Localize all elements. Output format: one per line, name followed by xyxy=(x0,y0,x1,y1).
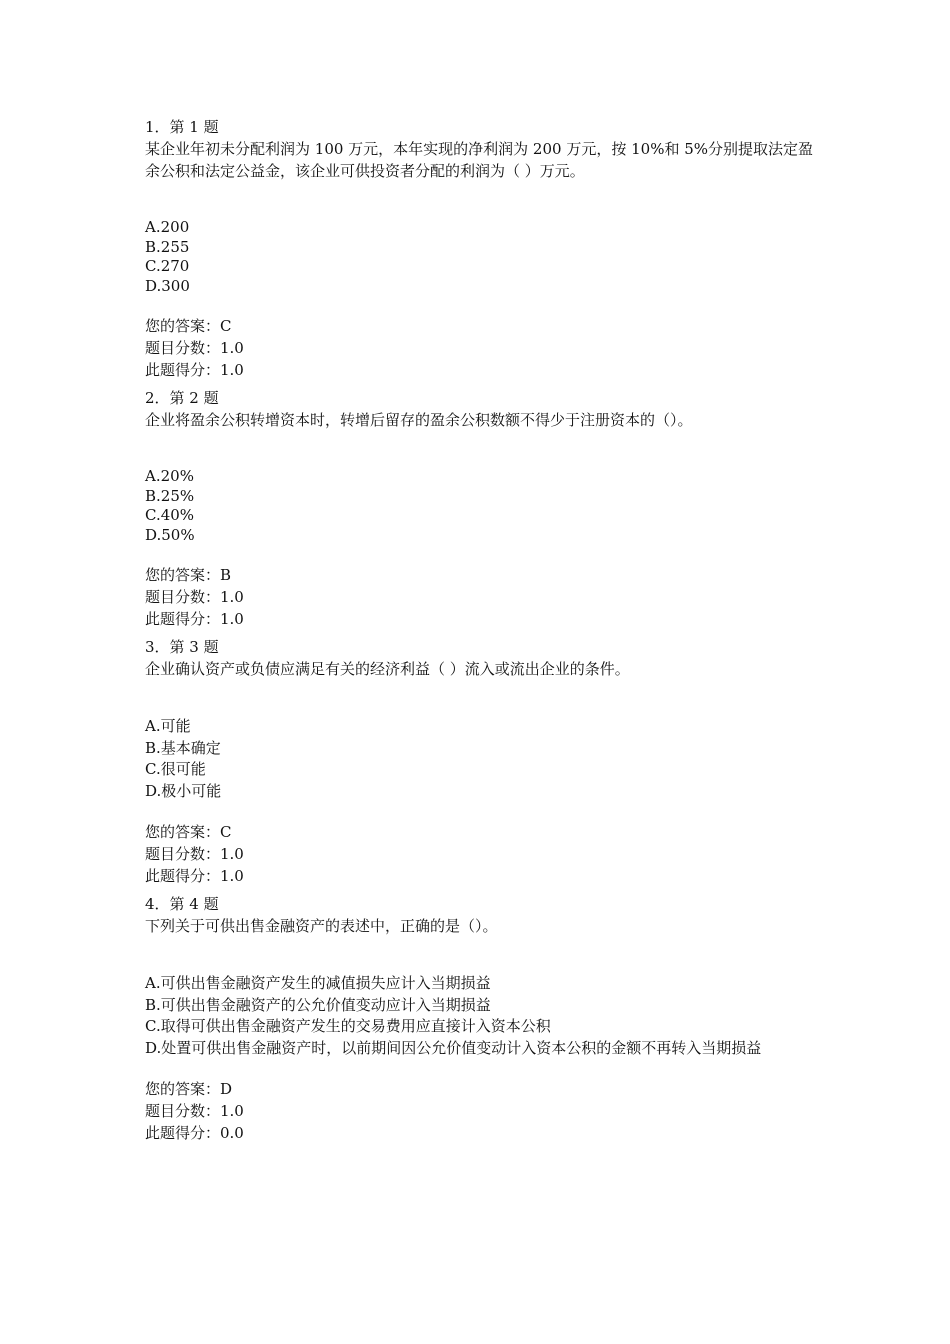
option-b: B.基本确定 xyxy=(145,738,221,757)
option-c: C.很可能 xyxy=(145,760,206,778)
option-b: B.255 xyxy=(145,237,190,256)
question-stem: 企业将盈余公积转增资本时，转增后留存的盈余公积数额不得少于注册资本的（）。 xyxy=(145,411,693,429)
option-a: A.可能 xyxy=(145,717,191,735)
option-c: C.40% xyxy=(145,506,195,524)
option-a: A.可供出售金融资产发生的减值损失应计入当期损益 xyxy=(145,974,491,992)
question-2 xyxy=(145,388,815,630)
question-score: 题目分数：1.0 xyxy=(145,845,244,863)
earned-score: 此题得分：0.0 xyxy=(145,1124,244,1142)
question-score: 题目分数：1.0 xyxy=(145,339,244,357)
question-score: 题目分数：1.0 xyxy=(145,588,244,606)
question-stem: 某企业年初未分配利润为 100 万元，本年实现的净利润为 200 万元，按 10%和 5%分别提取法定盈余公积和法定公益金，该企业可供投资者分配的利润为（ ）万元。 xyxy=(145,140,814,180)
option-d: D.300 xyxy=(145,276,190,295)
option-c: C.取得可供出售金融资产发生的交易费用应直接计入资本公积 xyxy=(145,1017,551,1035)
question-3 xyxy=(145,637,815,887)
your-answer: 您的答案：B xyxy=(145,566,232,584)
option-c: C.270 xyxy=(145,257,190,275)
question-title: 4．第 4 题 xyxy=(145,895,219,913)
earned-score: 此题得分：1.0 xyxy=(145,610,244,628)
option-d: D.极小可能 xyxy=(145,781,222,800)
option-a: A.200 xyxy=(145,218,190,236)
your-answer: 您的答案：C xyxy=(145,317,232,335)
option-d: D.50% xyxy=(145,525,195,544)
question-stem: 企业确认资产或负债应满足有关的经济利益（ ）流入或流出企业的条件。 xyxy=(145,660,630,678)
option-d: D.处置可供出售金融资产时，以前期间因公允价值变动计入资本公积的金额不再转入当期损益 xyxy=(145,1038,762,1057)
exam-results-page xyxy=(145,117,815,1144)
earned-score: 此题得分：1.0 xyxy=(145,361,244,379)
question-title: 3．第 3 题 xyxy=(145,638,219,656)
question-title: 1．第 1 题 xyxy=(145,118,219,136)
question-score: 题目分数：1.0 xyxy=(145,1102,244,1120)
option-b: B.25% xyxy=(145,486,195,505)
earned-score: 此题得分：1.0 xyxy=(145,867,244,885)
option-a: A.20% xyxy=(145,467,194,485)
question-1 xyxy=(145,117,815,381)
your-answer: 您的答案：D xyxy=(145,1080,233,1098)
question-4 xyxy=(145,894,815,1144)
question-stem: 下列关于可供出售金融资产的表述中，正确的是（）。 xyxy=(145,917,498,935)
your-answer: 您的答案：C xyxy=(145,823,232,841)
option-b: B.可供出售金融资产的公允价值变动应计入当期损益 xyxy=(145,995,491,1014)
question-title: 2．第 2 题 xyxy=(145,389,219,407)
